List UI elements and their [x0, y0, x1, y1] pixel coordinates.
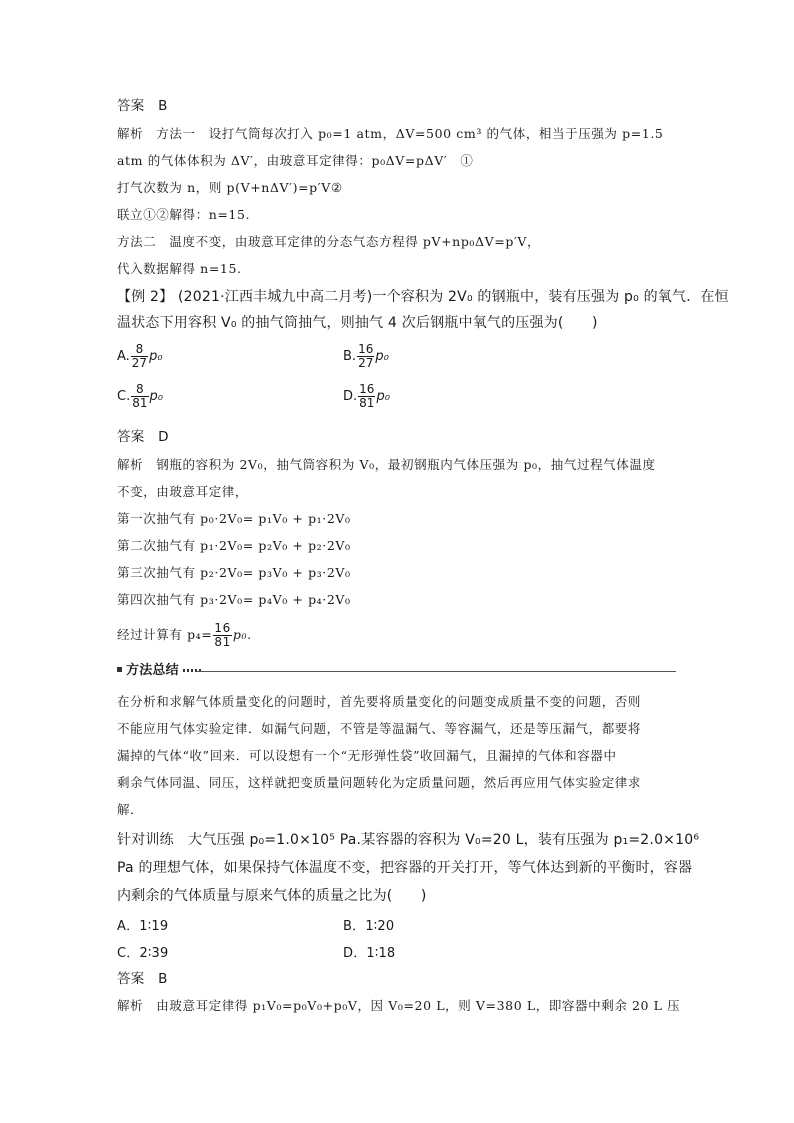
summary-line-3: 漏掉的气体“收”回来．可以设想有一个“无形弹性袋”收回漏气，且漏掉的气体和容器中	[117, 748, 617, 763]
summary-line-1: 在分析和求解气体质量变化的问题时，首先要将质量变化的问题变成质量不变的问题，否则	[117, 694, 642, 709]
practice-option-c: C．2∶39	[117, 946, 169, 961]
practice-option-a: A．1∶19	[117, 919, 169, 934]
summary-line-2: 不能应用气体实验定律．如漏气问题，不管是等温漏气、等容漏气，还是等压漏气，都要将	[117, 721, 642, 736]
square-bullet-icon	[117, 667, 122, 672]
analysis2-line-6: 第四次抽气有 p₃·2V₀= p₄V₀ + p₄·2V₀	[117, 592, 351, 607]
option-a: A. $\frac{8}{27}$ p₀	[117, 342, 163, 370]
analysis3-line-1: 解析 由玻意耳定律得 p₁V₀=p₀V₀+p₀V，因 V₀=20 L，则 V=380 L，即容器中剩余 20 L 压	[117, 998, 681, 1013]
analysis2-line-3: 第一次抽气有 p₀·2V₀= p₁V₀ + p₁·2V₀	[117, 511, 351, 526]
analysis1-line-3: 打气次数为 n，则 p(V+nΔV′)=p′V②	[117, 180, 343, 195]
answer-line-2: 答案 D	[117, 429, 169, 445]
answer-line-1: 答案 B	[117, 98, 168, 114]
analysis1-line-2: atm 的气体体积为 ΔV′，由玻意耳定律得：p₀ΔV=pΔV′ ①	[117, 153, 474, 168]
practice-line-3: 内剩余的气体质量与原来气体的质量之比为( )	[117, 888, 427, 904]
analysis2-line-2: 不变，由玻意耳定律，	[117, 484, 249, 499]
option-c: C. $\frac{8}{81}$ p₀	[117, 382, 163, 410]
option-d: D. $\frac{16}{81}$ p₀	[343, 382, 390, 410]
practice-option-b: B．1∶20	[343, 919, 395, 934]
option-b: B. $\frac{16}{27}$ p₀	[343, 342, 389, 370]
analysis2-line-4: 第二次抽气有 p₁·2V₀= p₂V₀ + p₂·2V₀	[117, 538, 351, 553]
analysis1-line-1: 解析 方法一 设打气筒每次打入 p₀=1 atm，ΔV=500 cm³ 的气体，相当于压强为 p=1.5	[117, 126, 664, 141]
analysis1-line-6: 代入数据解得 n=15.	[117, 261, 242, 276]
header-rule	[196, 671, 676, 672]
analysis1-line-4: 联立①②解得：n=15.	[117, 207, 251, 222]
practice-line-1: 针对训练 大气压强 p₀=1.0×10⁵ Pa.某容器的容积为 V₀=20 L，装有压强为 p₁=2.0×10⁶	[117, 832, 700, 848]
analysis1-line-5: 方法二 温度不变，由玻意耳定律的分态气态方程得 pV+np₀ΔV=p′V，	[117, 234, 541, 249]
practice-line-2: Pa 的理想气体，如果保持气体温度不变，把容器的开关打开，等气体达到新的平衡时，容器	[117, 860, 693, 876]
summary-line-4: 剩余气体同温、同压，这样就把变质量问题转化为定质量问题，然后再应用气体实验定律求	[117, 775, 642, 790]
answer-line-3: 答案 B	[117, 971, 168, 987]
method-summary-title: 方法总结	[117, 662, 203, 680]
example2-line-2: 温状态下用容积 V₀ 的抽气筒抽气，则抽气 4 次后钢瓶中氧气的压强为( )	[117, 315, 598, 331]
result-line: 经过计算有 p₄= $\frac{16}{81}$ p₀.	[117, 621, 252, 649]
summary-line-5: 解．	[117, 802, 144, 817]
analysis2-line-5: 第三次抽气有 p₂·2V₀= p₃V₀ + p₃·2V₀	[117, 565, 351, 580]
example2-line-1: 【例 2】 (2021·江西丰城九中高二月考)一个容积为 2V₀ 的钢瓶中，装有压强为 p₀ 的氧气．在恒	[117, 289, 729, 305]
practice-option-d: D．1∶18	[343, 946, 396, 961]
analysis2-line-1: 解析 钢瓶的容积为 2V₀，抽气筒容积为 V₀，最初钢瓶内气体压强为 p₀，抽气过程气体温度	[117, 457, 656, 472]
